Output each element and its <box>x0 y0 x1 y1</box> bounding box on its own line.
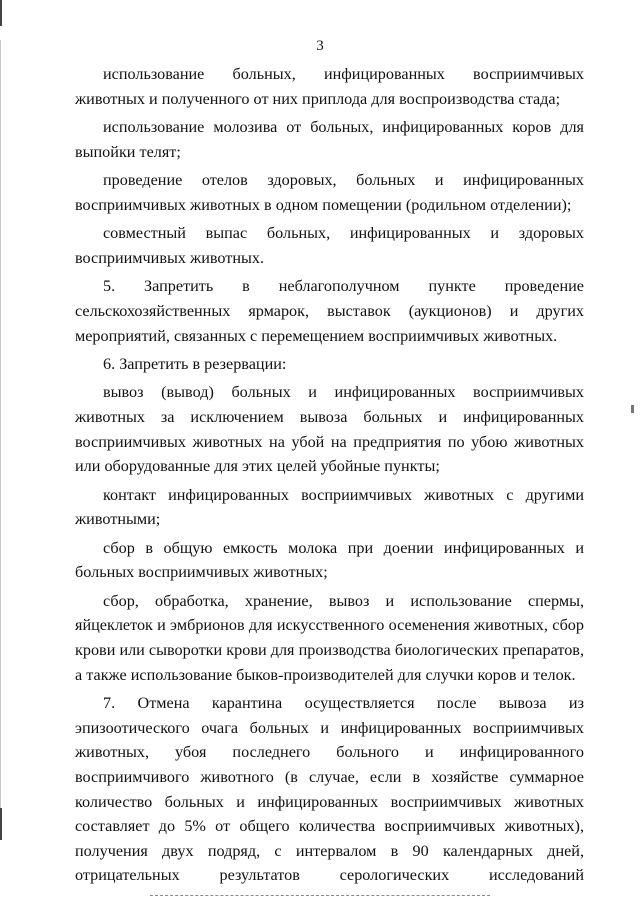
scan-edge-mark-bottom <box>0 808 2 840</box>
paragraph-item-6: 6. Запретить в резервации: <box>103 354 287 373</box>
scan-speck <box>631 405 634 413</box>
paragraph-semen-collection: сбор, обработка, хранение, вывоз и использование спермы, яйцеклеток и эмбрионов для искусственного осеменения животных, сбор крови или сыворотки крови для производства биологических препаратов, а также использование быков-производителей для случки коров и телок. <box>75 591 584 684</box>
document-body <box>75 62 584 892</box>
paragraph-joint-grazing: совместный выпас больных, инфицированных и здоровых восприимчивых животных. <box>75 224 584 267</box>
paragraph-milk-collection: сбор в общую емкость молока при доении инфицированных и больных восприимчивых животных; <box>75 538 584 582</box>
scan-bottom-edge <box>150 895 490 898</box>
paragraph-export-ban: вывоз (вывод) больных и инфицированных восприимчивых животных за исключением вывоза больных и инфицированных восприимчивых животных на убой на предприятия по убою животных или оборудованные для этих целей убойные пункты; <box>75 383 584 476</box>
page-number: 3 <box>316 38 324 54</box>
paragraph-item-7: 7. Отмена карантина осуществляется после вывоза из эпизоотического очага больных и инфицированных восприимчивых животных, убоя последнего больного и инфицированного восприимчивого животного (в случае, если в хозяйстве суммарное количество больных и инфицированных восприимчивых животных составляет до 5% от общего количества восприимчивых животных), получения двух подряд, с интервалом в 90 календарных дней, отрицательных результатов серологических исследований <box>75 694 584 885</box>
scan-edge-mark-top <box>0 0 2 26</box>
paragraph-item-5: 5. Запретить в неблагополучном пункте проведение сельскохозяйственных ярмарок, выставок (аукционов) и других мероприятий, связанных с перемещением восприимчивых животных. <box>75 277 584 345</box>
paragraph-contact-ban: контакт инфицированных восприимчивых животных с другими животными; <box>75 485 584 529</box>
paragraph-calving: проведение отелов здоровых, больных и инфицированных восприимчивых животных в одном помещении (родильном отделении); <box>75 171 584 214</box>
paragraph-offspring-use: использование больных, инфицированных восприимчивых животных и полученного от них приплода для воспроизводства стада; <box>75 65 584 108</box>
paragraph-colostrum-use: использование молозива от больных, инфицированных коров для выпойки телят; <box>75 118 584 161</box>
scan-binding-line <box>0 40 1 820</box>
